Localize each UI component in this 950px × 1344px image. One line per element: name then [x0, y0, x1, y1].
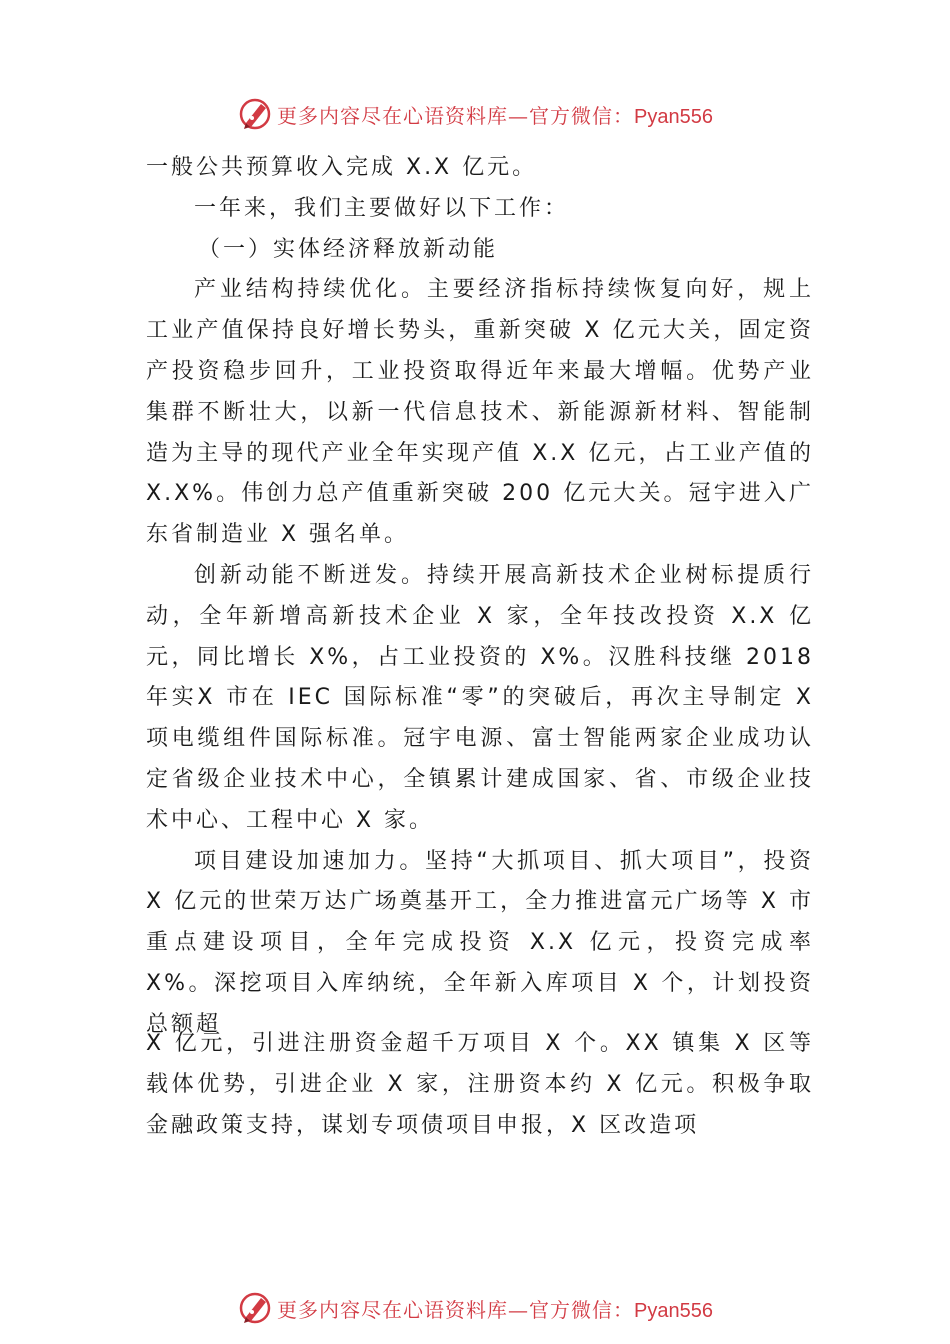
paragraph-projects: 项目建设加速加力。坚持“大抓项目、抓大项目”，投资X 亿元的世荣万达广场奠基开工，全力推进富元广场等 X 市重点建设项目，全年完成投资 X.X 亿元，投资完成率 X%。深挖项目入库纳统，全年新入库项目 X 个，计划投资总额超 — [146, 848, 814, 1037]
watermark-banner-bottom — [0, 1288, 950, 1328]
paragraph-projects-continued: X 亿元，引进注册资金超千万项目 X 个。XX 镇集 X 区等载体优势，引进企业 X 家，注册资本约 X 亿元。积极争取金融政策支持，谋划专项债项目申报，X 区改造项 — [146, 1031, 814, 1138]
pen-logo-icon — [237, 1290, 273, 1326]
pen-logo-icon — [237, 96, 273, 132]
watermark-banner-top — [0, 94, 950, 134]
body-text-tail — [146, 1024, 814, 1146]
watermark-wechat-id: Pyan556 — [634, 105, 713, 128]
watermark-dash: — — [508, 103, 530, 128]
paragraph-innovation: 创新动能不断迸发。持续开展高新技术企业树标提质行动，全年新增高新技术企业 X 家，全年技改投资 X.X 亿元，同比增长 X%，占工业投资的 X%。汉胜科技继 2018 年实X 市在 IEC 国际标准“零”的突破后，再次主导制定 X 项电缆组件国际标准。冠宇电源、富士智能两家企业成功认定省级企业技术中心，全镇累计建成国家、省、市级企业技术中心、工程中心 X 家。 — [146, 562, 814, 833]
watermark-dash: — — [508, 1297, 530, 1322]
section-heading: （一）实体经济释放新动能 — [198, 236, 499, 262]
watermark-wechat-label: 官方微信： — [529, 103, 635, 128]
paragraph-intro: 一年来，我们主要做好以下工作： — [194, 195, 570, 221]
body-text-main — [146, 148, 814, 1046]
watermark-site-text: 更多内容尽在心语资料库 — [277, 1297, 509, 1322]
watermark-wechat-label: 官方微信： — [529, 1297, 635, 1322]
watermark-wechat-id: Pyan556 — [634, 1299, 713, 1322]
paragraph-industry: 产业结构持续优化。主要经济指标持续恢复向好，规上工业产值保持良好增长势头，重新突破 X 亿元大关，固定资产投资稳步回升，工业投资取得近年来最大增幅。优势产业集群不断壮大，以新一代信息技术、新能源新材料、智能制造为主导的现代产业全年实现产值 X.X 亿元，占工业产值的 X.X%。伟创力总产值重新突破 200 亿元大关。冠宇进入广东省制造业 X 强名单。 — [146, 277, 814, 548]
watermark-site-text: 更多内容尽在心语资料库 — [277, 103, 509, 128]
paragraph-budget: 一般公共预算收入完成 X.X 亿元。 — [146, 155, 538, 180]
